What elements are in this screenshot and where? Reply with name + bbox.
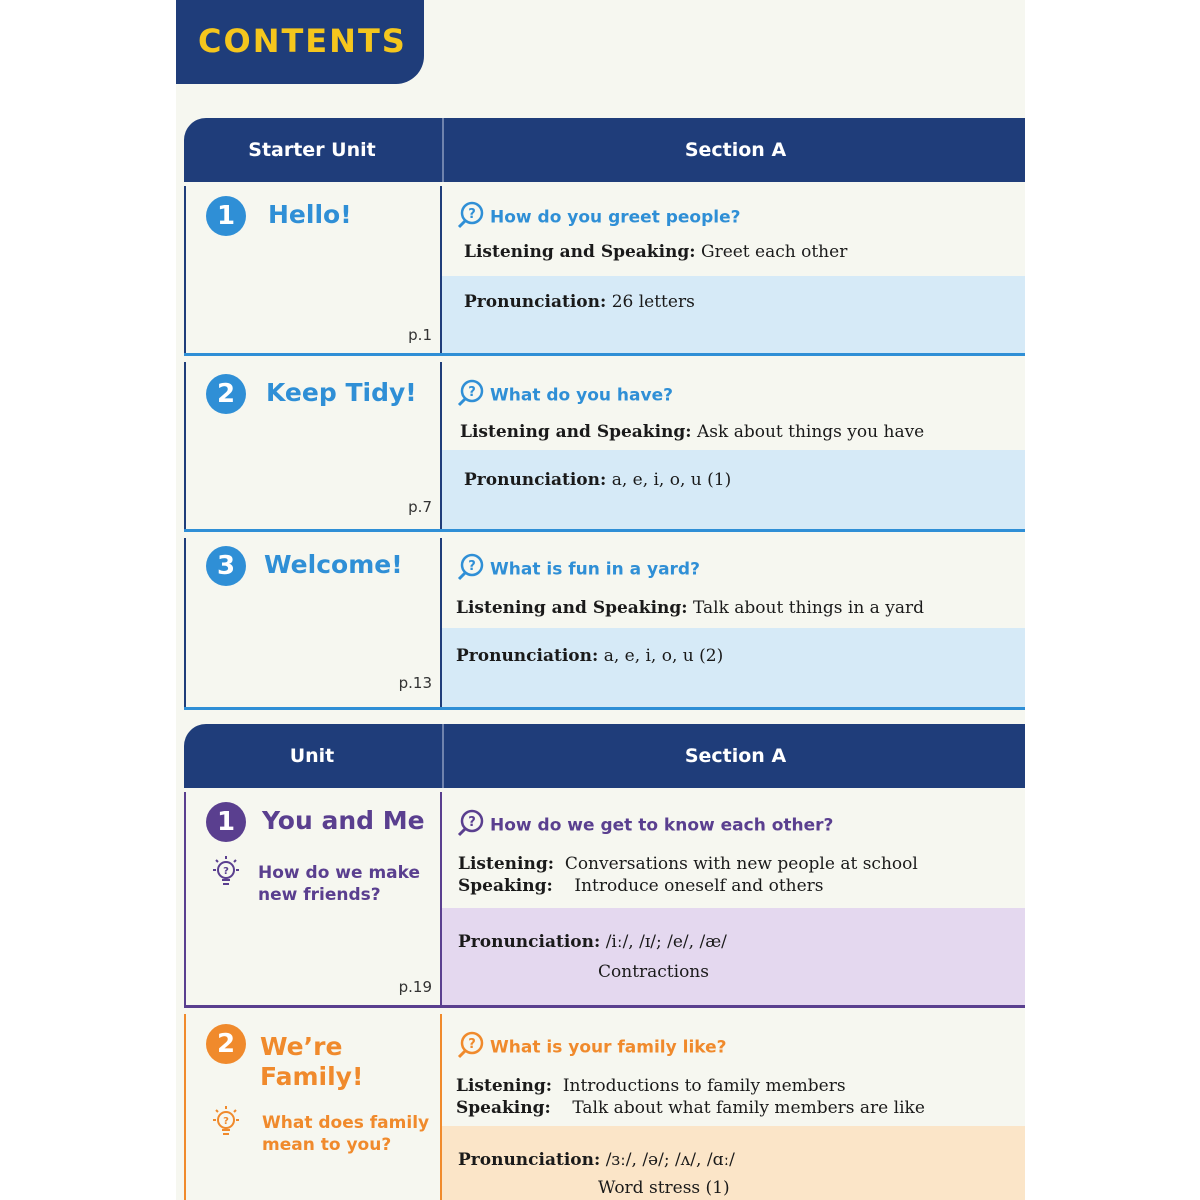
listening-label: Listening: [456,1076,552,1096]
listening-speaking-line [460,422,924,442]
unit-row-1-left [184,792,440,1008]
question-magnifier-icon [456,1030,486,1065]
pronunciation-band [442,628,1025,708]
unit-row-2-right [440,1014,1025,1200]
starter-col-right-header: Section A [442,118,1027,182]
starter-row-2-left [184,362,440,532]
question-magnifier-icon [456,200,486,235]
pronunciation-line [458,1150,735,1170]
section-question-text: What is your family like? [490,1037,727,1058]
unit-row-2-left [184,1014,440,1200]
unit-number-badge: 2 [206,374,246,414]
lightbulb-question-icon [208,854,244,894]
section-question-text: How do we get to know each other? [490,815,834,836]
question-magnifier-icon [456,552,486,587]
ls-text: Talk about things in a yard [692,598,924,618]
pronunciation-line [456,646,723,666]
svg-text:?: ? [468,1037,476,1052]
unit-col-right-header: Section A [442,724,1027,788]
ls-text: Ask about things you have [696,422,925,442]
speaking-line [458,876,824,896]
big-question: How do we make new friends? [258,863,421,905]
starter-row-1-right [440,186,1025,356]
pron-text: 26 letters [611,292,695,312]
svg-text:?: ? [468,385,476,400]
pron-text: a, e, i, o, u (2) [603,646,724,666]
section-question-text: What do you have? [490,385,673,406]
ls-label: Listening and Speaking: [464,242,696,262]
pron-label: Pronunciation: [458,1150,601,1170]
svg-text:?: ? [468,559,476,574]
starter-table-header [184,118,1025,182]
page-reference: p.13 [398,674,432,692]
listening-line [456,1076,846,1096]
speaking-label: Speaking: [458,876,553,896]
section-question [456,378,673,413]
svg-text:?: ? [468,207,476,222]
listening-label: Listening: [458,854,554,874]
speaking-text: Introduce oneself and others [574,876,824,896]
unit-row-1-right [440,792,1025,1008]
svg-text:?: ? [468,815,476,830]
page-title: CONTENTS [198,22,407,60]
svg-text:?: ? [223,866,229,877]
unit-title: You and Me [262,806,425,835]
section-question-text: How do you greet people? [490,207,741,228]
ls-text: Greet each other [700,242,848,262]
pronunciation-band [442,450,1025,530]
contents-tab [176,0,424,84]
starter-row-3 [184,538,1025,710]
page-reference: p.1 [408,326,432,344]
ls-label: Listening and Speaking: [460,422,692,442]
listening-speaking-line [456,598,924,618]
section-question-text: What is fun in a yard? [490,559,700,580]
section-question [456,552,700,587]
pron-label: Pronunciation: [464,292,607,312]
starter-row-3-right [440,538,1025,710]
unit-number-badge: 1 [206,196,246,236]
unit-title-line-1: We’re [260,1032,343,1061]
svg-text:?: ? [223,1116,229,1127]
pron-text: /iː/, /ɪ/; /e/, /æ/ [605,932,727,952]
unit-title: Hello! [268,200,352,229]
starter-row-1-left [184,186,440,356]
page-reference: p.19 [398,978,432,996]
unit-number-badge: 3 [206,546,246,586]
listening-text: Introductions to family members [562,1076,846,1096]
pron-label: Pronunciation: [456,646,599,666]
row-divider [184,1005,1025,1008]
unit-title-line-2: Family! [260,1062,364,1091]
listening-text: Conversations with new people at school [564,854,918,874]
page-reference: p.7 [408,498,432,516]
row-divider [184,707,1025,710]
lightbulb-question-icon [208,1104,244,1144]
starter-row-2-right [440,362,1025,532]
unit-row-2 [184,1014,1025,1200]
row-divider [184,353,1025,356]
unit-row-1 [184,792,1025,1008]
pronunciation-line [464,292,695,312]
starter-col-left-header: Starter Unit [248,139,376,161]
row-divider [184,529,1025,532]
pronunciation-line [464,470,731,490]
speaking-label: Speaking: [456,1098,551,1118]
listening-line [458,854,918,874]
unit-table-header [184,724,1025,788]
pronunciation-band [442,276,1025,354]
section-question [456,808,833,843]
pronunciation-band [442,908,1025,1006]
unit-title: Keep Tidy! [266,378,417,407]
pron-text: a, e, i, o, u (1) [611,470,732,490]
pron-label: Pronunciation: [464,470,607,490]
starter-row-2 [184,362,1025,532]
unit-title: Welcome! [264,550,403,579]
section-question [456,1030,727,1065]
pronunciation-line [458,932,727,952]
big-question: What does family mean to you? [262,1113,430,1155]
pron-label: Pronunciation: [458,932,601,952]
section-question [456,200,741,235]
speaking-line [456,1098,925,1118]
question-magnifier-icon [456,378,486,413]
question-magnifier-icon [456,808,486,843]
pron-text: /ɜː/, /ə/; /ʌ/, /ɑː/ [605,1150,735,1170]
speaking-text: Talk about what family members are like [572,1098,925,1118]
listening-speaking-line [464,242,847,262]
ls-label: Listening and Speaking: [456,598,688,618]
pronunciation-extra: Word stress (1) [598,1178,730,1198]
starter-row-3-left [184,538,440,710]
starter-row-1 [184,186,1025,356]
unit-number-badge: 2 [206,1024,246,1064]
pronunciation-extra: Contractions [598,962,709,982]
unit-col-left-header: Unit [289,745,335,767]
unit-number-badge: 1 [206,802,246,842]
